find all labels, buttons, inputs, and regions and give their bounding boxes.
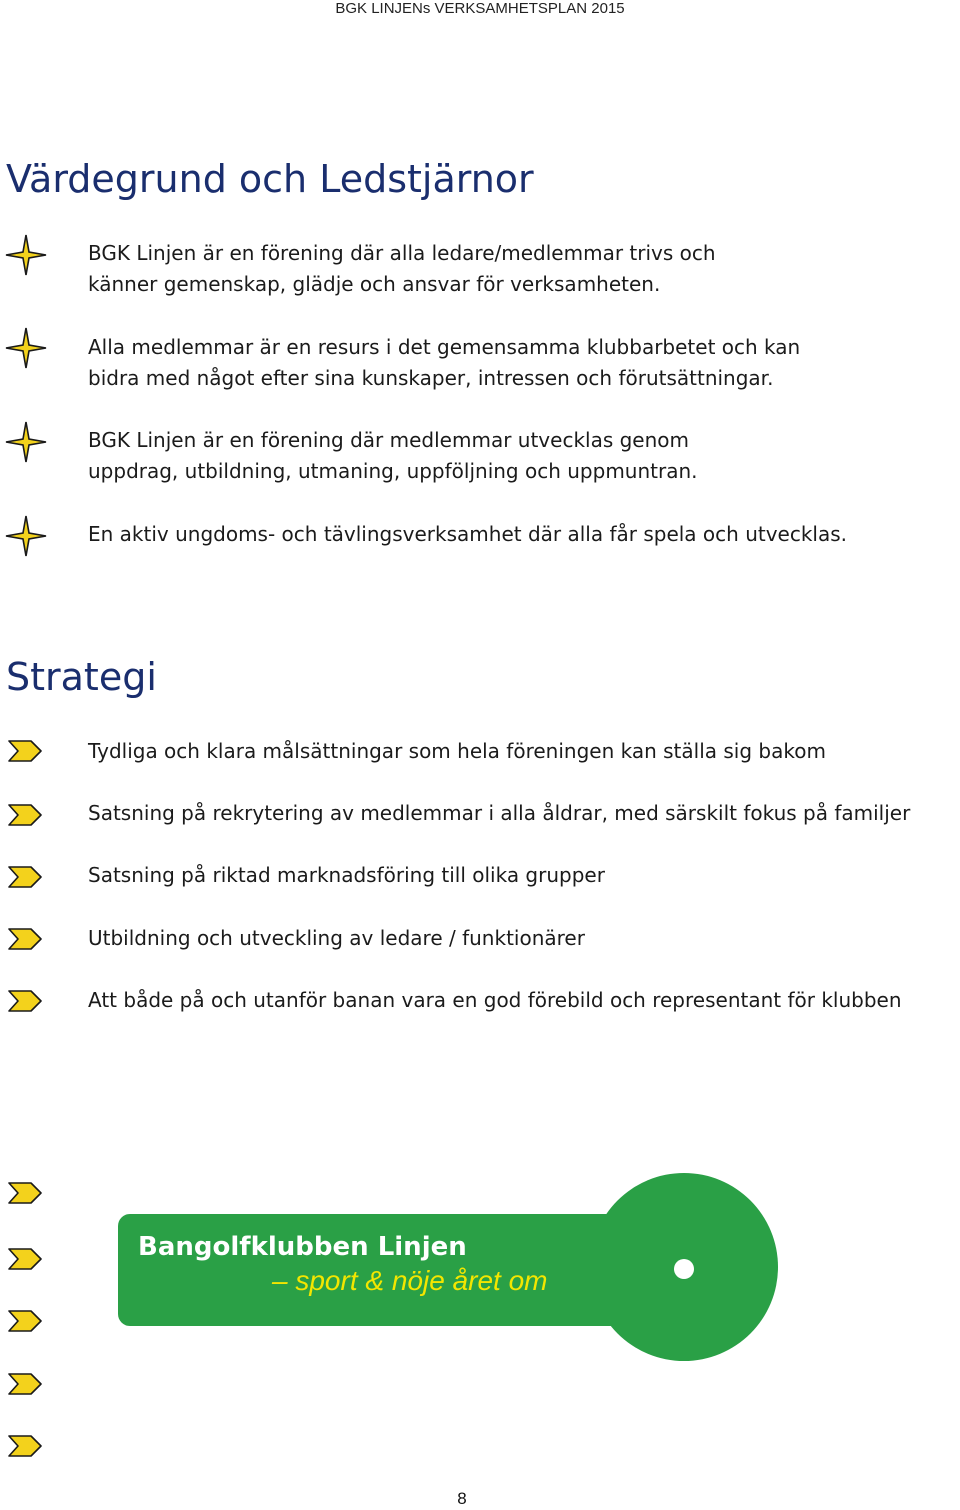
strategy-item-5: Att både på och utanför banan vara en god förebild och representant för klubben	[88, 988, 902, 1012]
yellow-chevron-arrow-icon	[8, 740, 42, 762]
yellow-chevron-arrow-icon	[8, 1182, 42, 1204]
yellow-chevron-arrow-icon	[8, 1435, 42, 1457]
value-item-3: BGK Linjen är en förening där medlemmar utvecklas genom uppdrag, utbildning, utmaning, uppföljning och uppmuntran.	[88, 428, 698, 483]
four-point-star-icon	[4, 420, 48, 464]
strategy-item-4: Utbildning och utveckling av ledare / funktionärer	[88, 926, 585, 950]
value-item-4: En aktiv ungdoms- och tävlingsverksamhet där alla får spela och utvecklas.	[88, 522, 848, 546]
page-number: 8	[457, 1489, 467, 1508]
yellow-chevron-arrow-icon	[8, 1373, 42, 1395]
strategy-item-1: Tydliga och klara målsättningar som hela föreningen kan ställa sig bakom	[88, 739, 826, 763]
four-point-star-icon	[4, 514, 48, 558]
value-item-2: Alla medlemmar är en resurs i det gemensamma klubbarbetet och kan bidra med något efter sina kunskaper, intressen och förutsättningar.	[88, 335, 801, 390]
yellow-chevron-arrow-icon	[8, 1248, 42, 1270]
logo-golf-ball	[674, 1259, 694, 1279]
yellow-chevron-arrow-icon	[8, 928, 42, 950]
four-point-star-icon	[4, 233, 48, 277]
yellow-chevron-arrow-icon	[8, 990, 42, 1012]
values-heading: Värdegrund och Ledstjärnor	[6, 157, 534, 201]
logo-club-name: Bangolfklubben Linjen	[138, 1232, 467, 1262]
strategy-item-3: Satsning på riktad marknadsföring till olika grupper	[88, 863, 605, 887]
value-item-1: BGK Linjen är en förening där alla ledare/medlemmar trivs och känner gemenskap, glädje och ansvar för verksamheten.	[88, 241, 716, 296]
yellow-chevron-arrow-icon	[8, 866, 42, 888]
yellow-chevron-arrow-icon	[8, 804, 42, 826]
yellow-chevron-arrow-icon	[8, 1310, 42, 1332]
page-header: BGK LINJENs VERKSAMHETSPLAN 2015	[335, 0, 625, 17]
logo-slogan: – sport & nöje året om	[272, 1265, 548, 1296]
strategy-item-2: Satsning på rekrytering av medlemmar i alla åldrar, med särskilt fokus på familjer	[88, 801, 911, 825]
four-point-star-icon	[4, 326, 48, 370]
strategy-heading: Strategi	[6, 655, 157, 699]
